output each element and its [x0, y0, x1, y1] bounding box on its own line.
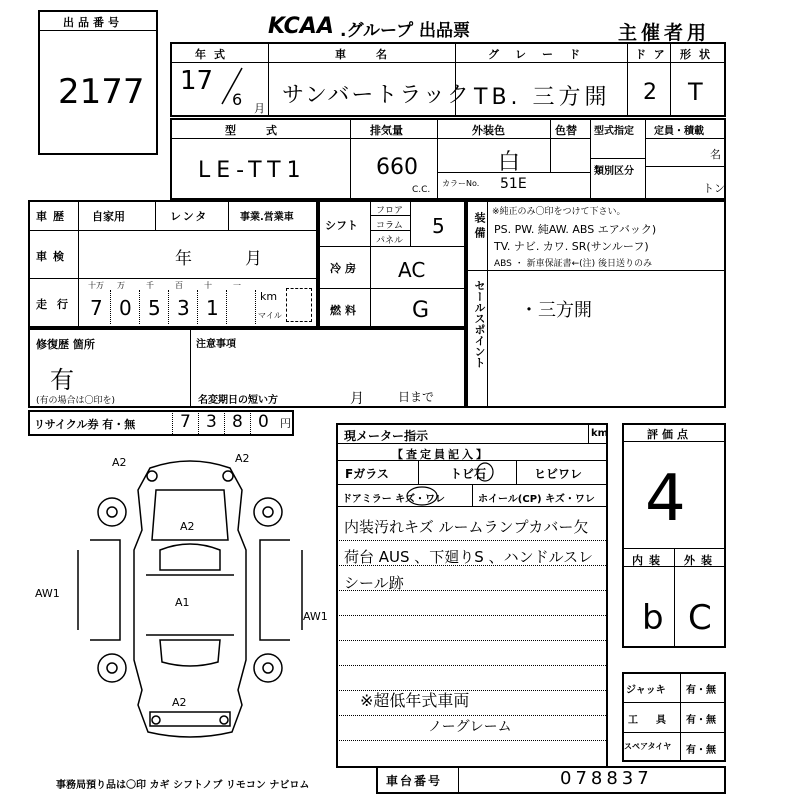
equipment-label: 装備	[473, 212, 486, 242]
mileage-label: 走行	[36, 298, 78, 311]
history-label: 車歴	[36, 210, 70, 223]
ac-label: 冷房	[330, 262, 360, 275]
expiry-month: 月	[350, 391, 364, 407]
body-type-label: 形状	[680, 48, 718, 61]
mileage-digit: 5	[148, 296, 161, 320]
model-name-label: 車名	[335, 48, 417, 61]
spare-tire-label: スペアタイヤ	[624, 742, 672, 751]
door-count: 2	[643, 80, 657, 105]
fuel-value: G	[412, 298, 430, 323]
inspector-note-line: 荷台 AUS 、下廻りS 、ハンドルスレ	[344, 548, 594, 566]
mileage-digit-cell	[227, 290, 256, 324]
office-note: 事務局預り品は〇印 カギ シフトノブ リモコン ナビロム	[56, 780, 310, 791]
category-label: 類別区分	[594, 166, 634, 177]
mile-label: マイル	[258, 311, 282, 320]
exterior-label: 外装	[684, 554, 718, 567]
grade-value: TB. 三方開	[474, 85, 611, 110]
damage-mark: A2	[172, 696, 187, 709]
ac-value: AC	[398, 258, 426, 282]
note-rule-line	[336, 540, 608, 541]
recycle-digit: 8	[232, 412, 243, 432]
ton-unit: トン	[703, 182, 725, 195]
inspection-month: 月	[245, 249, 262, 269]
color-change-label: 色替	[555, 124, 577, 137]
mileage-digit: 1	[206, 296, 219, 320]
tools-label: 工具	[628, 715, 684, 726]
mileage-digit-label: 十	[204, 281, 212, 290]
equipment-note: ※純正のみ〇印をつけて下さい。	[492, 207, 626, 217]
type-designation-label: 型式指定	[594, 126, 634, 137]
lot-number: 2177	[58, 72, 145, 112]
chassis-label: 車台番号	[386, 774, 443, 788]
mileage-digit-label: 一	[233, 281, 241, 290]
damage-mark: A2	[112, 456, 127, 469]
damage-mark: AW1	[35, 587, 60, 600]
color-no-label: カラーNo.	[442, 179, 480, 188]
crack-label: ヒビワレ	[534, 467, 583, 481]
repair-history-value: 有	[50, 366, 74, 394]
inspector-note-line: 内装汚れキズ ルームランプカバー欠	[344, 518, 589, 536]
wheel-label: ホイール(CP) キズ・ワレ	[478, 494, 595, 505]
mileage-digit: 0	[119, 296, 132, 320]
interior-grade: b	[642, 598, 664, 638]
type-value: LE-TT1	[198, 158, 307, 183]
damage-mark: A2	[180, 520, 195, 533]
repair-note: (有の場合は〇印を)	[36, 396, 116, 406]
interior-label: 内装	[632, 554, 666, 567]
displacement-label: 排気量	[370, 124, 403, 137]
note-rule-line	[336, 665, 608, 666]
caution-label: 注意事項	[196, 339, 236, 350]
grade-label: グレード	[488, 48, 596, 61]
repair-history-label: 修復歴 箇所	[36, 338, 95, 351]
expiry-day: 日まで	[398, 390, 435, 404]
private-use-label: 自家用	[92, 210, 125, 223]
shift-option-floor: フロア	[376, 206, 404, 216]
mileage-digit: 3	[177, 296, 190, 320]
lot-number-label: 出品番号	[63, 16, 123, 29]
inspection-label: 車検	[36, 250, 70, 263]
business-label: 事業.営業車	[240, 212, 294, 223]
recycle-digit: 0	[258, 412, 269, 432]
door-label: ドア	[635, 48, 673, 61]
vehicle-damage-diagram	[60, 450, 320, 780]
front-glass-label: Fガラス	[345, 467, 389, 481]
exterior-grade: C	[688, 598, 712, 638]
header-title: .グループ 出品票	[340, 21, 471, 41]
year-label: 年式	[195, 48, 233, 61]
persons-unit: 名	[710, 148, 721, 161]
equipment-line2: TV. ナビ. カワ. SR(サンルーフ)	[494, 240, 649, 253]
chassis-number: 078837	[560, 768, 653, 789]
displacement-value: 660	[376, 155, 418, 180]
inspection-year: 年	[175, 249, 192, 269]
inspector-note-line: シール跡	[344, 574, 404, 592]
recycle-label: リサイクル券 有・無	[34, 418, 136, 431]
color-no-value: 51E	[500, 176, 527, 192]
mileage-digit-label: 十万	[88, 281, 104, 290]
inspector-bottom-note: ※超低年式車両	[360, 691, 470, 710]
year-value: 17	[180, 66, 214, 96]
sales-point-value: ・三方開	[520, 300, 592, 321]
recycle-digit: 3	[206, 412, 217, 432]
grade-score: 4	[645, 462, 686, 536]
inspector-entry-label: 【査定員記入】	[392, 448, 490, 461]
sales-point-label: セールスポイント	[473, 280, 486, 368]
mileage-digit-label: 万	[117, 281, 125, 290]
kcaa-logo: KCAA	[268, 14, 334, 39]
jack-label: ジャッキ	[626, 685, 666, 696]
grade-label: 評価点	[647, 428, 692, 441]
mileage-digit: 7	[90, 296, 103, 320]
body-type-value: T	[688, 78, 703, 106]
model-name: サンバートラック	[282, 83, 471, 108]
shift-value: 5	[432, 214, 445, 238]
recycle-yen: 円	[280, 417, 291, 430]
damage-mark: A1	[175, 596, 190, 609]
note-rule-line	[336, 640, 608, 641]
damage-mark: AW1	[303, 610, 328, 623]
jack-status: 有・無	[686, 685, 716, 696]
mileage-digit-label: 百	[175, 281, 183, 290]
tools-status: 有・無	[686, 715, 716, 726]
mile-box	[286, 288, 312, 322]
shift-option-column: コラム	[376, 221, 403, 231]
expiry-label: 名変期日の短い方	[198, 395, 278, 406]
damage-mark: A2	[235, 452, 250, 465]
month-unit: 月	[254, 102, 265, 115]
month-value: 6	[232, 90, 243, 109]
mileage-digit-label: 千	[146, 281, 154, 290]
type-label: 型式	[225, 124, 307, 137]
exterior-color-label: 外装色	[472, 124, 505, 137]
equipment-line3: ABS ・ 新車保証書←(注) 後日送りのみ	[494, 259, 653, 269]
meter-label: 現メーター指示	[344, 429, 429, 443]
door-mirror-label: ドアミラー キズ・ワレ	[342, 494, 445, 505]
rental-label: レンタ	[170, 210, 209, 223]
stone-chip-label: トビ石	[450, 467, 487, 481]
capacity-label: 定員・積載	[654, 126, 704, 137]
note-rule-line	[336, 740, 608, 741]
shift-option-panel: パネル	[376, 236, 404, 246]
meter-unit: km	[591, 428, 609, 439]
spare-tire-status: 有・無	[686, 745, 716, 756]
recycle-digit: 7	[180, 412, 191, 432]
exterior-color-value: 白	[498, 150, 521, 175]
note-rule-line	[336, 615, 608, 616]
inspector-bottom-note: ノーグレーム	[428, 719, 512, 735]
cc-unit: C.C.	[412, 185, 431, 195]
purpose-label: 主催者用	[618, 22, 711, 44]
km-label: km	[260, 290, 278, 303]
fuel-label: 燃料	[330, 304, 360, 317]
shift-label: シフト	[325, 219, 358, 232]
equipment-line1: PS. PW. 純AW. ABS エアバック)	[494, 223, 657, 236]
